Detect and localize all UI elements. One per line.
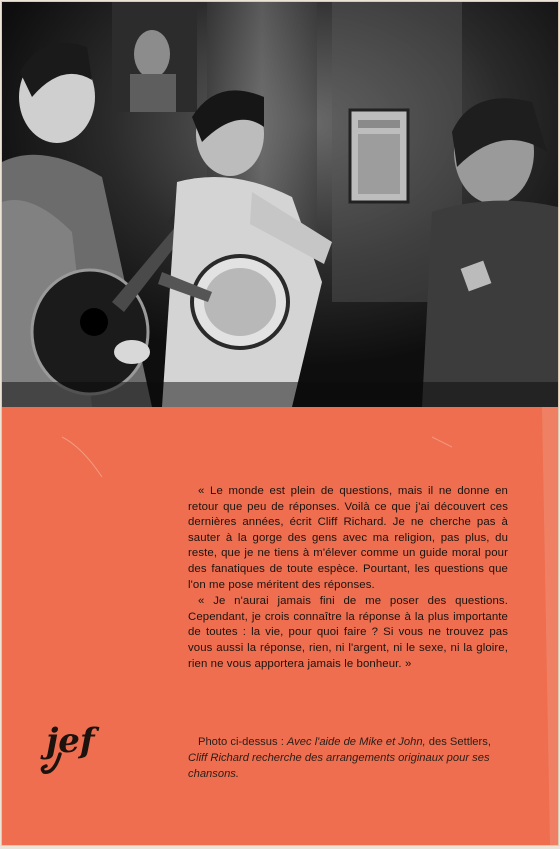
caption-plain: des Settlers, <box>425 736 491 748</box>
cover-photo <box>2 2 558 407</box>
photo-caption <box>188 735 508 782</box>
quote-paragraph-1: « Le monde est plein de questions, mais il ne donne en retour que peu de réponses. Voilà ce que j'ai découvert ces dernières années, écrit Cliff Richard. Je ne cherche pas à sauter à la gorge des gens avec ma religion, pas plus, du reste, que je ne tiens à m'élever comme un guide moral pour des fanatiques de toute espèce. Pourtant, les questions que l'on me pose méritent des réponses. <box>188 485 508 591</box>
publisher-logo-text: jef <box>46 721 95 761</box>
quote-text <box>188 484 508 672</box>
photo-illustration <box>2 2 558 407</box>
book-back-cover <box>2 2 558 845</box>
caption-lead: Photo ci-dessus : <box>198 736 287 748</box>
caption-italic-2: Cliff Richard recherche des arrangements originaux pour ses chansons. <box>188 751 490 780</box>
publisher-logo <box>40 708 116 780</box>
caption-italic-1: Avec l'aide de Mike et John, <box>286 736 426 748</box>
quote-paragraph-2: « Je n'aurai jamais fini de me poser des questions. Cependant, je crois connaître la réponse à la plus importante de toutes : la vie, pour quoi faire ? Si vous ne trouvez pas vous aussi la réponse, rien, ni l'argent, ni le sexe, ni la gloire, rien ne vous apportera jamais le bonheur. » <box>188 595 508 670</box>
